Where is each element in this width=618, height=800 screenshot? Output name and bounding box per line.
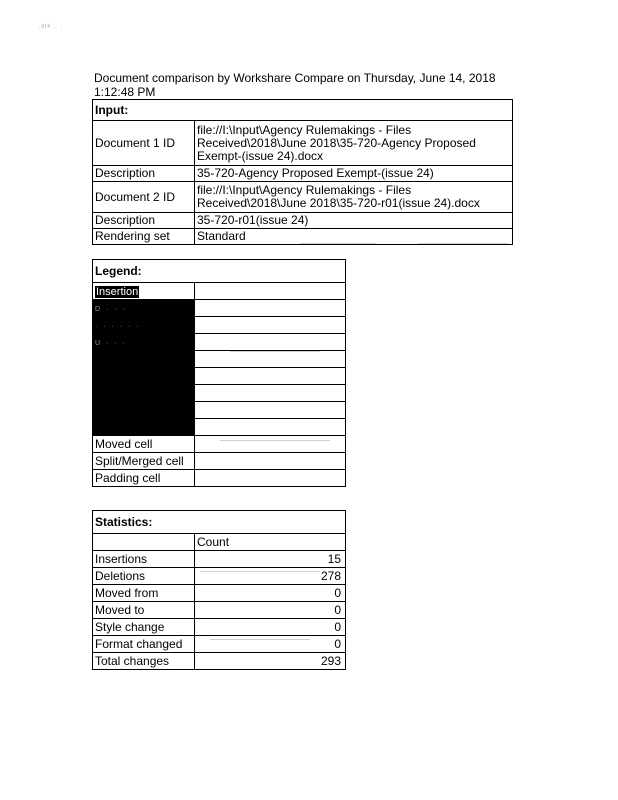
table-row [93,182,513,213]
scan-artifact-line [200,571,320,572]
rendering-set-value: Standard [195,229,513,245]
legend-insertion-cell [93,283,195,300]
redacted-glyphs: · · · · · · [95,322,141,330]
total-changes-count: 293 [195,653,346,670]
legend-blank-cell [195,351,346,368]
document-1-path-line-3: Exempt-(issue 24).docx [197,148,324,163]
legend-padding-cell-label: Padding cell [93,470,195,487]
redacted-cell [93,351,195,368]
redacted-cell [93,385,195,402]
legend-blank-cell [195,402,346,419]
table-row [93,653,346,670]
format-changed-label: Format changed [93,636,195,653]
header-line-2: 1:12:48 PM [94,85,156,99]
table-row [93,121,513,166]
redacted-cell [93,300,195,317]
scan-artifact-line [230,351,320,352]
redacted-cell [93,334,195,351]
moved-from-count: 0 [195,585,346,602]
legend-table-title: Legend: [93,260,346,283]
style-change-count: 0 [195,619,346,636]
comparison-header [94,71,514,99]
legend-table [92,259,346,487]
scan-artifact-mark: ·ᵃᵗᵏ · · [38,24,64,31]
legend-moved-cell-label: Moved cell [93,436,195,453]
total-changes-label: Total changes [93,653,195,670]
legend-split-merged-cell-label: Split/Merged cell [93,453,195,470]
redacted-cell [93,317,195,334]
input-table [92,99,513,245]
table-row [93,166,513,182]
legend-blank-cell [195,283,346,300]
legend-blank-cell [195,436,346,453]
redacted-cell [93,402,195,419]
table-row [93,551,346,568]
redacted-glyphs: U · · · [95,339,127,347]
deletions-label: Deletions [93,568,195,585]
insertions-count: 15 [195,551,346,568]
description-1-label: Description [93,166,195,182]
input-table-title: Input: [93,100,513,121]
style-change-label: Style change [93,619,195,636]
moved-to-count: 0 [195,602,346,619]
legend-blank-cell [195,317,346,334]
document-1-id-value [195,121,513,166]
moved-to-label: Moved to [93,602,195,619]
description-2-value: 35-720-r01(issue 24) [195,213,513,229]
document-2-id-value [195,182,513,213]
document-2-path-line-1: file://I:\Input\Agency Rulemakings - Files [197,183,412,197]
description-2-label: Description [93,213,195,229]
description-1-value: 35-720-Agency Proposed Exempt-(issue 24) [195,166,513,182]
header-line-1: Document comparison by Workshare Compare on Thursday, June 14, 2018 [94,71,496,85]
legend-blank-cell [195,419,346,436]
legend-blank-cell [195,453,346,470]
redacted-glyphs: D · · · [95,305,127,313]
scan-artifact-line [418,243,508,244]
document-1-path-line-1: file://I:\Input\Agency Rulemakings - Files [197,122,412,137]
insertions-label: Insertions [93,551,195,568]
rendering-set-label: Rendering set [93,229,195,245]
stats-blank-header-cell [93,534,195,551]
scan-artifact-line [220,440,330,441]
document-1-id-label: Document 1 ID [93,121,195,166]
document-2-path-line-2: Received\2018\June 2018\35-720-r01(issue 24).docx [197,196,480,210]
table-row [93,213,513,229]
scan-artifact-line [210,639,310,640]
legend-blank-cell [195,385,346,402]
count-column-header: Count [195,534,346,551]
legend-blank-cell [195,368,346,385]
scan-artifact-line [300,243,376,244]
document-1-path-line-2: Received\2018\June 2018\35-720-Agency Proposed [197,135,476,150]
deletions-count: 278 [195,568,346,585]
legend-blank-cell [195,334,346,351]
moved-from-label: Moved from [93,585,195,602]
redacted-cell [93,419,195,436]
table-row [93,602,346,619]
format-changed-count: 0 [195,636,346,653]
legend-blank-cell [195,300,346,317]
redacted-cell [93,368,195,385]
document-2-id-label: Document 2 ID [93,182,195,213]
table-row [93,585,346,602]
legend-blank-cell [195,470,346,487]
statistics-table-title: Statistics: [93,511,346,534]
insertion-swatch: Insertion [96,285,139,298]
table-row [93,619,346,636]
statistics-table [92,510,346,670]
